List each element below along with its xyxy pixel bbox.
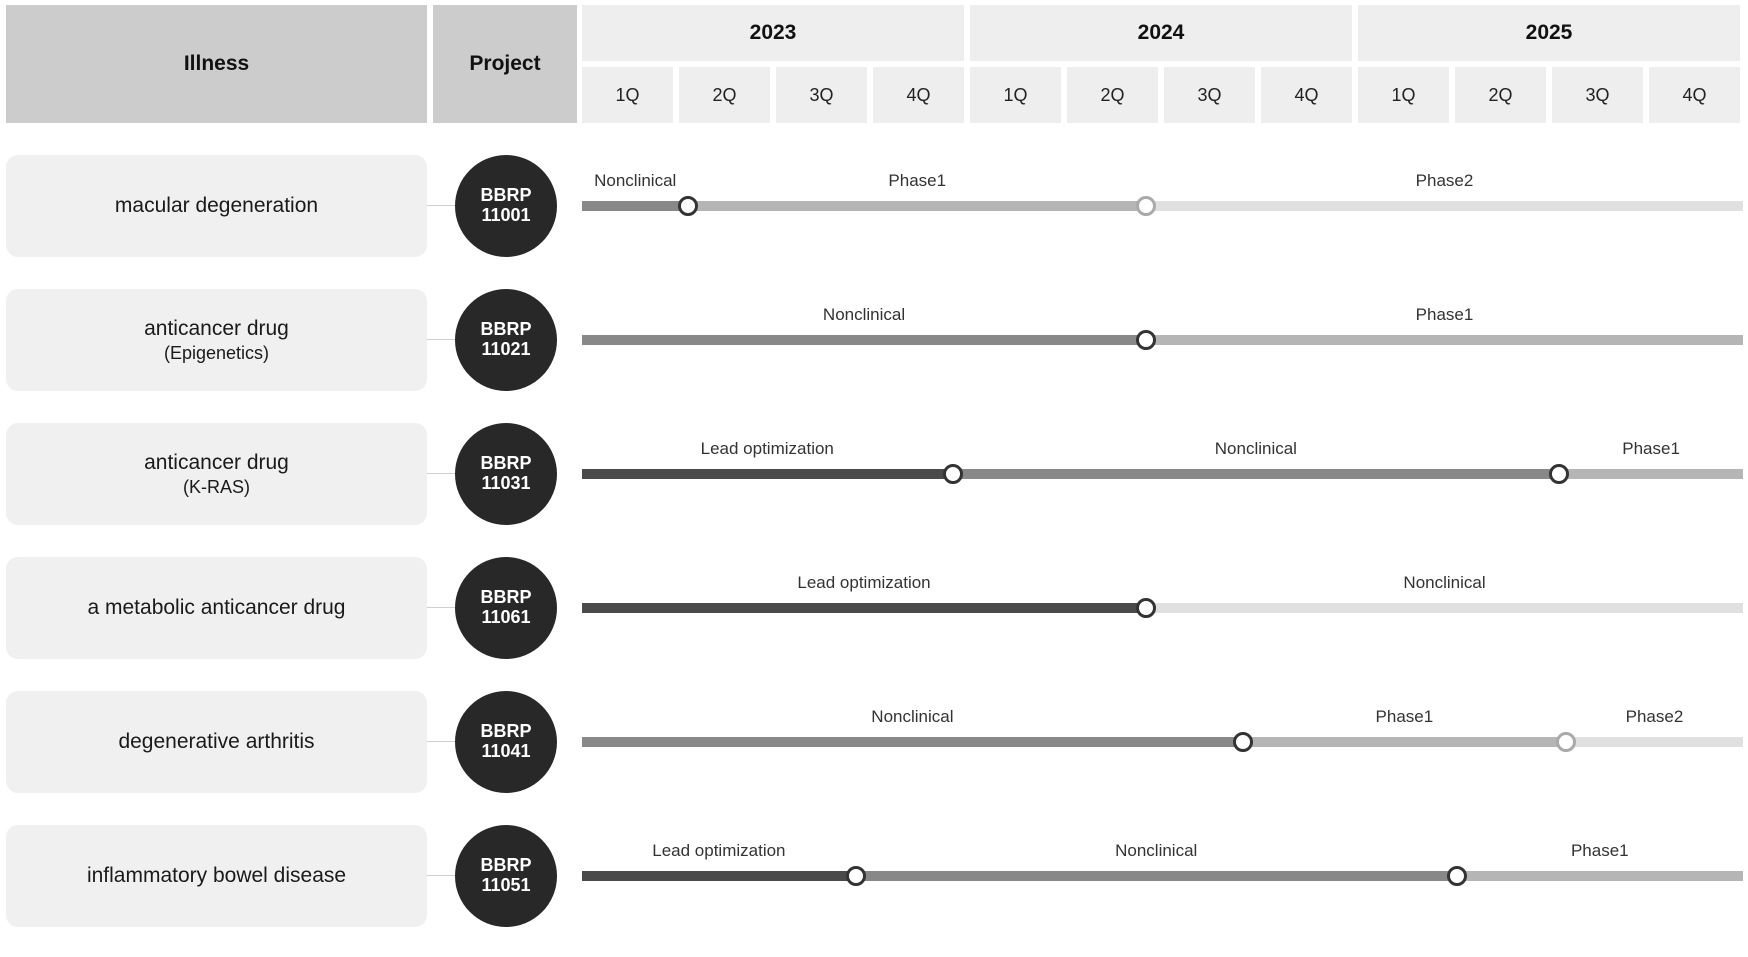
phase-timeline (582, 825, 1743, 927)
roadmap-row (0, 289, 1748, 391)
project-code-prefix: BBRP (480, 855, 532, 876)
phase-label: Nonclinical (822, 305, 906, 324)
milestone-marker (1136, 598, 1156, 618)
row-connector (427, 339, 455, 340)
phase-timeline (582, 557, 1743, 659)
milestone-marker (846, 866, 866, 886)
phase-bar (1559, 469, 1743, 479)
project-code-prefix: BBRP (480, 185, 532, 206)
phase-bar (1243, 737, 1566, 747)
illness-subtitle: (Epigenetics) (163, 342, 270, 363)
illness-card (6, 557, 427, 659)
project-code-prefix: BBRP (480, 319, 532, 340)
milestone-marker (1447, 866, 1467, 886)
project-code-number: 11021 (481, 339, 531, 359)
quarter-header: 4Q (1649, 67, 1740, 123)
project-badge (455, 825, 557, 927)
illness-card (6, 423, 427, 525)
roadmap-row (0, 155, 1748, 257)
row-connector (427, 205, 455, 206)
quarter-header: 3Q (776, 67, 867, 123)
illness-name: anticancer drug (144, 450, 289, 474)
illness-card (6, 289, 427, 391)
project-header-label: Project (469, 52, 541, 75)
project-column-header (433, 5, 577, 123)
phase-bar (688, 201, 1146, 211)
illness-column-header (6, 5, 427, 123)
illness-name: macular degeneration (114, 194, 319, 218)
project-code-number: 11001 (481, 205, 531, 225)
milestone-marker (1136, 196, 1156, 216)
phase-timeline (582, 423, 1743, 525)
row-connector (427, 473, 455, 474)
quarter-header: 1Q (970, 67, 1061, 123)
phase-bar (856, 871, 1457, 881)
phase-bar (582, 201, 688, 211)
project-badge (455, 423, 557, 525)
roadmap-row (0, 557, 1748, 659)
phase-timeline (582, 691, 1743, 793)
year-header-2025: 2025 (1358, 5, 1740, 61)
phase-label: Nonclinical (1115, 841, 1198, 860)
phase-bar (582, 737, 1243, 747)
milestone-marker (943, 464, 963, 484)
phase-label: Nonclinical (1214, 439, 1297, 458)
roadmap-row (0, 691, 1748, 793)
phase-timeline (582, 155, 1743, 257)
project-code-number: 11031 (481, 473, 531, 493)
project-code-number: 11051 (481, 875, 531, 895)
quarter-header: 1Q (582, 67, 673, 123)
phase-label: Phase1 (1570, 841, 1629, 860)
phase-label: Lead optimization (797, 573, 931, 592)
project-code-prefix: BBRP (480, 587, 532, 608)
phase-label: Phase1 (1375, 707, 1434, 726)
phase-label: Lead optimization (700, 439, 834, 458)
milestone-marker (678, 196, 698, 216)
milestone-marker (1556, 732, 1576, 752)
illness-header-label: Illness (183, 52, 250, 75)
quarter-header: 2Q (679, 67, 770, 123)
illness-subtitle: (K-RAS) (183, 476, 250, 497)
roadmap-row (0, 423, 1748, 525)
phase-label: Nonclinical (1403, 573, 1486, 592)
phase-label: Nonclinical (871, 707, 954, 726)
phase-label: Phase2 (1415, 171, 1474, 190)
project-code-number: 11041 (481, 741, 531, 761)
quarter-header: 4Q (873, 67, 964, 123)
project-badge (455, 557, 557, 659)
illness-card (6, 691, 427, 793)
phase-bar (582, 603, 1146, 613)
phase-bar (582, 871, 856, 881)
milestone-marker (1233, 732, 1253, 752)
phase-bar (1146, 201, 1743, 211)
project-badge (455, 691, 557, 793)
phase-bar (582, 469, 953, 479)
year-header-2024: 2024 (970, 5, 1352, 61)
phase-bar (953, 469, 1560, 479)
project-code-number: 11061 (481, 607, 531, 627)
illness-card (6, 825, 427, 927)
milestone-marker (1136, 330, 1156, 350)
phase-label: Lead optimization (652, 841, 786, 860)
illness-name: anticancer drug (144, 316, 289, 340)
phase-bar (582, 335, 1146, 345)
row-connector (427, 607, 455, 608)
illness-name: inflammatory bowel disease (86, 864, 347, 888)
row-connector (427, 741, 455, 742)
illness-card (6, 155, 427, 257)
project-code-prefix: BBRP (480, 453, 532, 474)
project-badge (455, 289, 557, 391)
year-header-2023: 2023 (582, 5, 964, 61)
quarter-header: 1Q (1358, 67, 1449, 123)
phase-label: Phase2 (1625, 707, 1684, 726)
phase-label: Nonclinical (594, 171, 677, 190)
phase-label: Phase1 (1622, 439, 1680, 458)
quarter-header: 2Q (1455, 67, 1546, 123)
quarter-header: 3Q (1552, 67, 1643, 123)
phase-timeline (582, 289, 1743, 391)
phase-label: Phase1 (888, 171, 947, 190)
row-connector (427, 875, 455, 876)
illness-name: a metabolic anticancer drug (87, 596, 346, 620)
quarter-header: 4Q (1261, 67, 1352, 123)
phase-bar (1146, 335, 1743, 345)
milestone-marker (1549, 464, 1569, 484)
illness-name: degenerative arthritis (118, 730, 315, 754)
project-code-prefix: BBRP (480, 721, 532, 742)
project-badge (455, 155, 557, 257)
quarter-header: 2Q (1067, 67, 1158, 123)
phase-label: Phase1 (1415, 305, 1474, 324)
phase-bar (1566, 737, 1743, 747)
quarter-header: 3Q (1164, 67, 1255, 123)
phase-bar (1146, 603, 1743, 613)
phase-bar (1457, 871, 1743, 881)
roadmap-row (0, 825, 1748, 927)
